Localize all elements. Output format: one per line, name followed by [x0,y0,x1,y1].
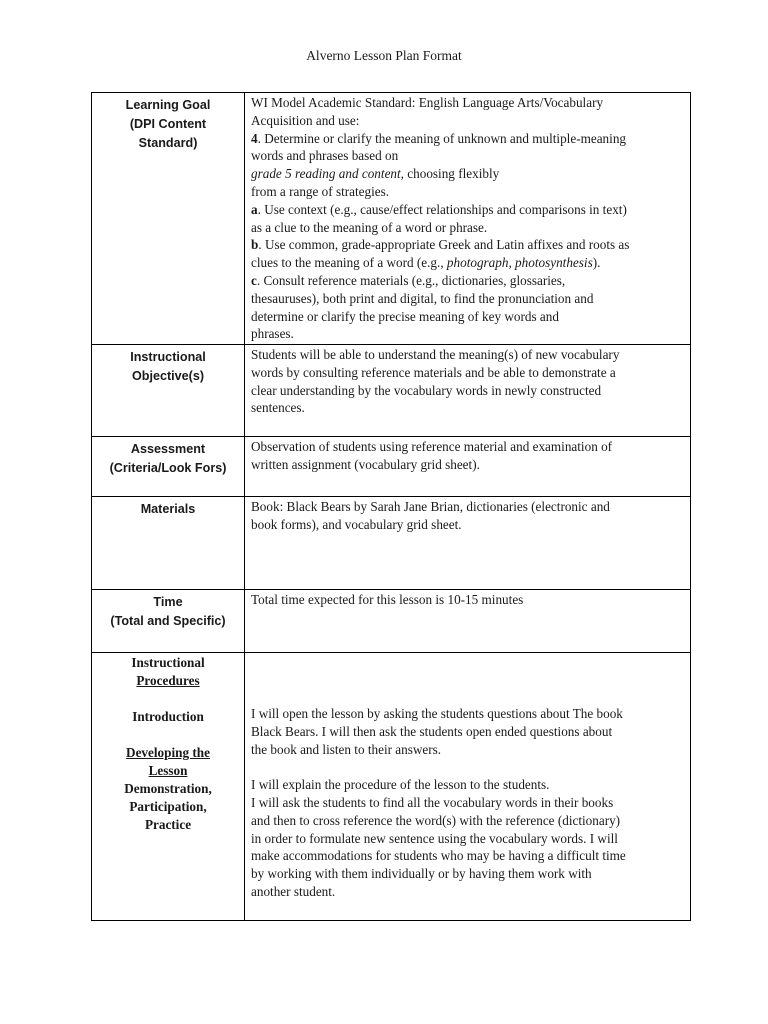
dev-text-line: by working with them individually or by having them work with [251,866,592,882]
standard-title: WI Model Academic Standard: English Language Arts/Vocabulary [251,95,604,110]
row-procedures [92,653,691,921]
objective-label-line: Instructional [130,350,206,364]
standard-item-c-text: thesauruses), both print and digital, to find the pronunciation and [251,290,594,306]
time-label [92,590,245,653]
item-text: . Consult reference materials (e.g., dictionaries, glossaries, [256,272,566,288]
item-text: clues to the meaning of a word (e.g., [251,255,447,271]
assessment-text-line: written assignment (vocabulary grid sheet). [251,456,480,472]
standard-item-c-text: determine or clarify the precise meaning of key words and [251,308,559,324]
objective-text-line: sentences. [251,400,305,416]
assessment-label-line: Assessment [130,442,206,456]
assessment-text-line: Observation of students using reference material and examination of [251,439,613,454]
dev-text-line: another student. [251,883,336,899]
time-content [245,590,691,653]
item-text: . Determine or clarify the meaning of unknown and multiple-meaning [257,130,627,146]
objective-label [92,345,245,437]
item-text: choosing flexibly [403,166,500,182]
item-letter: b [251,237,259,253]
item-letter: c [251,272,257,288]
assessment-label [92,437,245,497]
dev-text-line: I will explain the procedure of the lesson to the students. [251,777,550,793]
assessment-content [245,437,691,497]
item-text: . Use context (e.g., cause/effect relationships and comparisons in text) [257,201,627,217]
grade-text: grade 5 reading and content, [251,166,404,182]
materials-text-line: book forms), and vocabulary grid sheet. [251,516,462,532]
procedures-heading-underlined: Procedures [136,673,200,688]
standard-item-c-text: phrases. [251,326,294,342]
dev-text-line: make accommodations for students who may be having a difficult time [251,848,626,864]
dev-text-line: and then to cross reference the word(s) with the reference (dictionary) [251,812,621,828]
materials-content [245,497,691,590]
item-text: . Use common, grade-appropriate Greek and Latin affixes and roots as [258,237,630,253]
objective-content [245,345,691,437]
developing-sub-label: Practice [144,817,192,832]
intro-text-line: I will open the lesson by asking the students questions about The book [251,706,623,721]
dev-text-line: in order to formulate new sentence using the vocabulary words. I will [251,830,618,846]
row-learning-goal [92,93,691,345]
item-number: 4 [251,130,258,146]
dev-text-line: I will ask the students to find all the vocabulary words in their books [251,794,614,810]
item-text: ). [592,255,601,271]
introduction-label: Introduction [132,709,204,724]
developing-sub-label: Demonstration, [124,781,212,796]
standard-item-a-text: as a clue to the meaning of a word or phrase. [251,219,488,235]
developing-label: Lesson [148,763,188,778]
row-time [92,590,691,653]
time-label-line: Time [153,595,183,609]
developing-label: Developing the [126,745,210,760]
materials-label-text: Materials [140,502,196,516]
assessment-label-line: (Criteria/Look Fors) [109,461,227,475]
standard-item-4 [251,130,686,148]
learning-goal-label-line: Standard) [138,136,198,150]
objective-text-line: Students will be able to understand the meaning(s) of new vocabulary [251,347,620,362]
time-text: Total time expected for this lesson is 10-15 minutes [251,592,524,607]
row-materials [92,497,691,590]
materials-text-line: Book: Black Bears by Sarah Jane Brian, dictionaries (electronic and [251,499,610,514]
standard-item-b [251,236,686,254]
materials-label [92,497,245,590]
learning-goal-label [92,93,245,345]
standard-item-b-text [251,254,686,272]
document-title: Alverno Lesson Plan Format [306,48,462,63]
standard-item-c [251,272,686,290]
item-letter: a [251,201,258,217]
standard-subtitle: Acquisition and use: [251,112,360,128]
procedures-heading: Instructional [131,655,205,670]
standard-item-4-text: words and phrases based on [251,148,399,164]
row-assessment [92,437,691,497]
row-objective [92,345,691,437]
objective-label-line: Objective(s) [131,369,205,383]
lesson-plan-table [91,92,691,921]
intro-text-line: the book and listen to their answers. [251,741,442,757]
objective-text-line: clear understanding by the vocabulary words in newly constructed [251,382,602,398]
learning-goal-label-line: Learning Goal [125,98,211,112]
standard-item-a [251,201,686,219]
intro-text-line: Black Bears. I will then ask the students open ended questions about [251,723,613,739]
learning-goal-label-line: (DPI Content [129,117,207,131]
procedures-label [92,653,245,921]
developing-sub-label: Participation, [129,799,207,814]
learning-goal-content [245,93,691,345]
standard-item-4-text: from a range of strategies. [251,183,390,199]
time-label-line: (Total and Specific) [110,614,226,628]
standard-item-4-grade [251,165,686,183]
example-words: photograph, photosynthesis [446,255,593,271]
objective-text-line: words by consulting reference materials and be able to demonstrate a [251,364,616,380]
procedures-content [245,653,691,921]
